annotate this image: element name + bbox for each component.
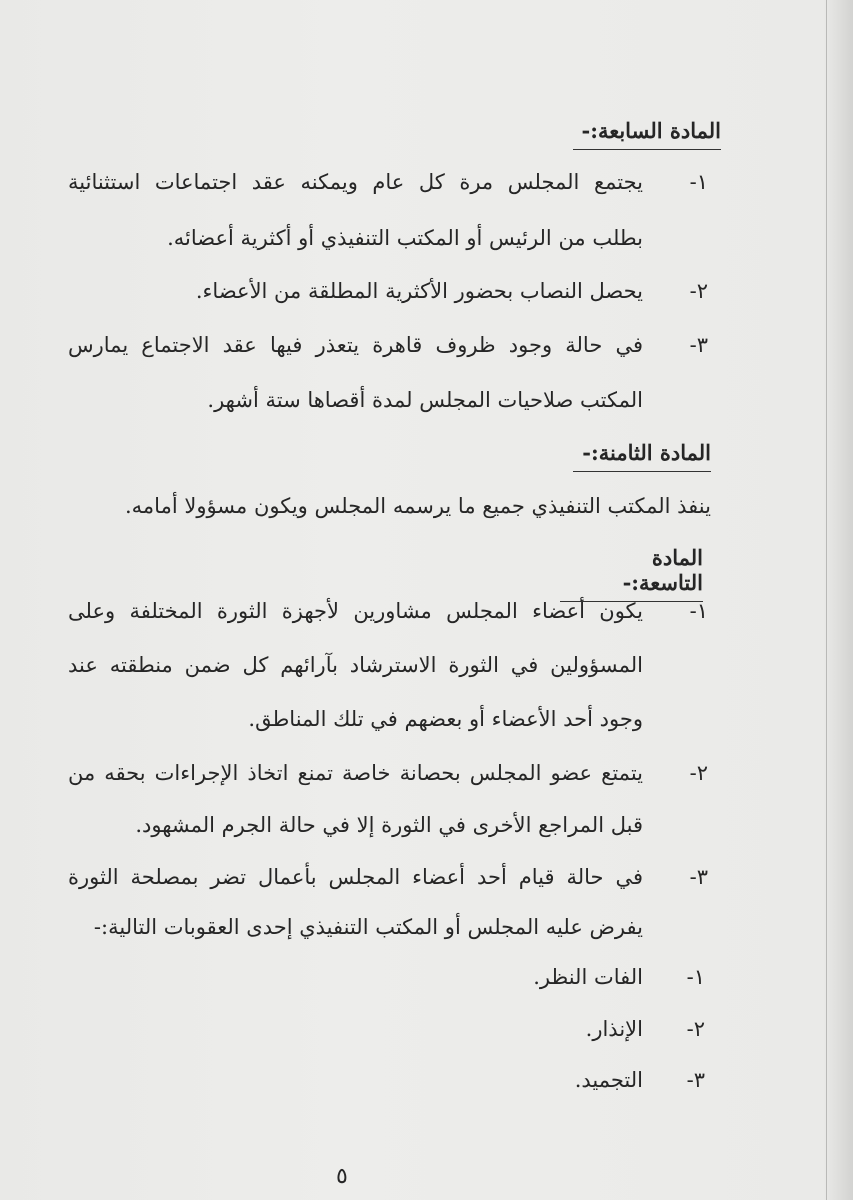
- page-edge-line: [826, 0, 827, 1200]
- page-number: ٥: [336, 1164, 348, 1189]
- penalty-3-label: التجميد.: [574, 1068, 643, 1092]
- article-9-item-1-line-1: يكون أعضاء المجلس مشاورين لأجهزة الثورة المختلفة وعلى: [68, 599, 643, 623]
- article-9-item-1-line-3: وجود أحد الأعضاء أو بعضهم في تلك المناطق.: [248, 707, 643, 731]
- penalty-1-number: ١-: [686, 965, 705, 989]
- article-7-item-3-number: ٣-: [689, 333, 708, 357]
- article-7-item-1-line-1: يجتمع المجلس مرة كل عام ويمكنه عقد اجتماعات استثنائية: [68, 170, 643, 194]
- article-7-item-2-number: ٢-: [689, 279, 708, 303]
- article-9-item-3-number: ٣-: [689, 865, 708, 889]
- article-9-item-2-line-2: قبل المراجع الأخرى في الثورة إلا في حالة الجرم المشهود.: [135, 813, 643, 837]
- penalty-2-number: ٢-: [686, 1017, 705, 1041]
- article-7-item-3-line-1: في حالة وجود ظروف قاهرة يتعذر فيها عقد الاجتماع يمارس: [68, 333, 643, 357]
- article-7-item-2-line-1: يحصل النصاب بحضور الأكثرية المطلقة من الأعضاء.: [195, 279, 643, 303]
- article-9-item-3-line-2: يفرض عليه المجلس أو المكتب التنفيذي إحدى العقوبات التالية:-: [93, 915, 643, 939]
- article-7-heading: المادة السابعة:-: [573, 118, 721, 150]
- article-9-item-2-number: ٢-: [689, 761, 708, 785]
- article-7-item-1-line-2: بطلب من الرئيس أو المكتب التنفيذي أو أكثرية أعضائه.: [167, 226, 643, 250]
- penalty-3-number: ٣-: [686, 1068, 705, 1092]
- article-9-heading: المادة التاسعة:-: [560, 545, 703, 602]
- article-8-heading: المادة الثامنة:-: [573, 440, 711, 472]
- article-9-item-1-number: ١-: [689, 599, 708, 623]
- penalty-1-label: الفات النظر.: [533, 965, 643, 989]
- penalty-2-label: الإنذار.: [585, 1017, 643, 1041]
- page-edge-shadow: [823, 0, 853, 1200]
- article-9-item-3-line-1: في حالة قيام أحد أعضاء المجلس بأعمال تضر بمصلحة الثورة: [68, 865, 643, 889]
- article-7-item-1-number: ١-: [689, 170, 708, 194]
- article-9-item-2-line-1: يتمتع عضو المجلس بحصانة خاصة تمنع اتخاذ الإجراءات بحقه من: [68, 761, 643, 785]
- article-9-item-1-line-2: المسؤولين في الثورة الاسترشاد بآرائهم كل ضمن منطقته عند: [68, 653, 643, 677]
- article-7-item-3-line-2: المكتب صلاحيات المجلس لمدة أقصاها ستة أشهر.: [207, 388, 643, 412]
- article-8-text: ينفذ المكتب التنفيذي جميع ما يرسمه المجلس ويكون مسؤولا أمامه.: [125, 494, 711, 518]
